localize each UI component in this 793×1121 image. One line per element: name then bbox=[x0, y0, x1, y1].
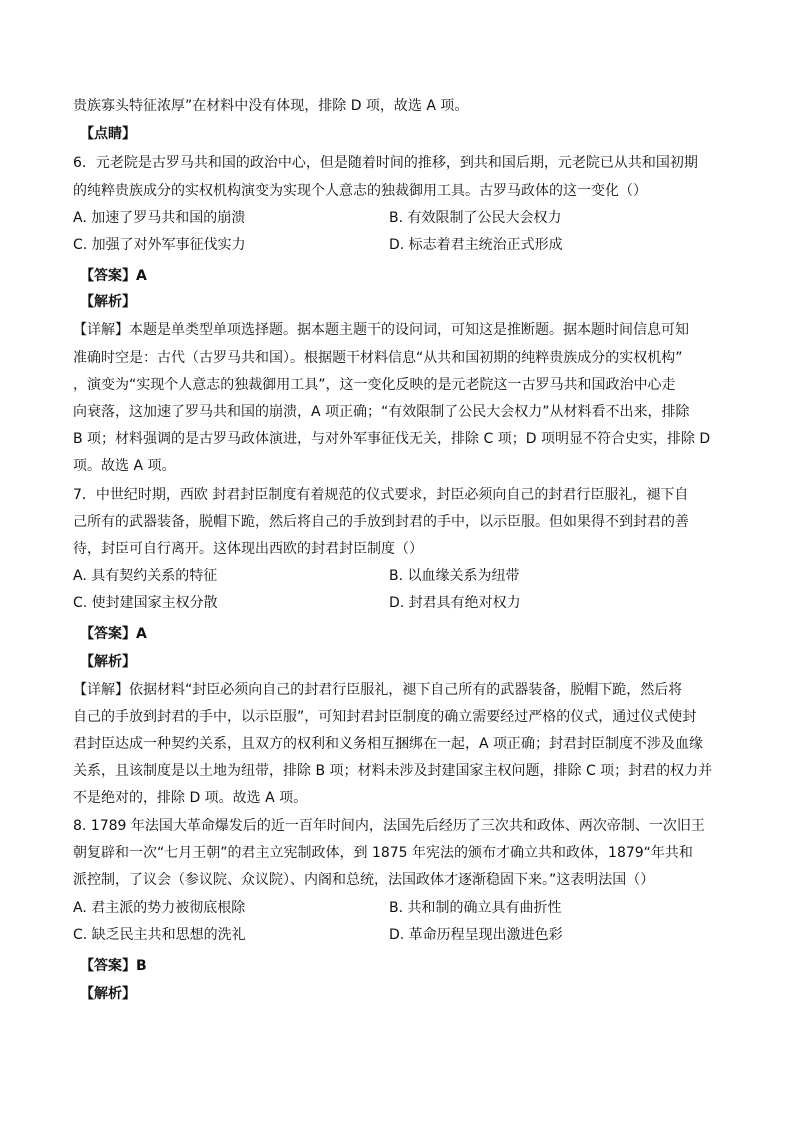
q7-option-b: B. 以血缘关系为纽带 bbox=[389, 568, 520, 584]
text-line: 贵族寡头特征浓厚”在材料中没有体现，排除 D 项，故选 A 项。 bbox=[73, 98, 469, 114]
q8-answer: 【答案】B bbox=[80, 958, 147, 974]
q7-option-a: A. 具有契约关系的特征 bbox=[73, 568, 218, 584]
q7-stem-line: 己所有的武器装备，脱帽下跪，然后将自己的手放到封君的手中，以示臣服。但如果得不到封君的善 bbox=[73, 514, 689, 530]
q6-detail-line: 向衰落，这加速了罗马共和国的崩溃，A 项正确；“有效限制了公民大会权力”从材料看不出来，排除 bbox=[73, 404, 690, 420]
q6-jiexi-tag: 【解析】 bbox=[80, 294, 136, 310]
q7-detail-line: 君封臣达成一种契约关系，且双方的权利和义务相互捆绑在一起，A 项正确；封君封臣制度不涉及血缘 bbox=[73, 736, 704, 752]
q7-stem-line: 待，封臣可自行离开。这体现出西欧的封君封臣制度（） bbox=[73, 541, 423, 557]
q7-detail-line: 关系，且该制度是以土地为纽带，排除 B 项；材料未涉及封建国家主权问题，排除 C 项；封君的权力并 bbox=[73, 763, 713, 779]
q6-answer: 【答案】A bbox=[80, 268, 147, 284]
q8-stem-line: 朝复辟和一次“七月王朝”的君主立宪制政体，到 1875 年宪法的颁布才确立共和政体，1879“年共和 bbox=[73, 845, 693, 861]
q7-stem-line: 7．中世纪时期，西欧 封君封臣制度有着规范的仪式要求，封臣必须向自己的封君行臣服礼，褪下自 bbox=[73, 487, 689, 503]
dianjing-tag: 【点睛】 bbox=[80, 126, 136, 142]
q6-detail-line: 准确时空是：古代（古罗马共和国）。根据题干材料信息“从共和国初期的纯粹贵族成分的实权机构” bbox=[73, 350, 683, 366]
q6-option-b: B. 有效限制了公民大会权力 bbox=[389, 210, 562, 226]
q7-detail-line: 自己的手放到封君的手中，以示臣服”，可知封君封臣制度的确立需要经过严格的仪式，通过仪式使封 bbox=[73, 709, 697, 725]
q6-stem-line: 6．元老院是古罗马共和国的政治中心，但是随着时间的推移，到共和国后期，元老院已从共和国初期 bbox=[73, 155, 698, 171]
q7-option-c: C. 使封建国家主权分散 bbox=[73, 595, 218, 611]
q7-jiexi-tag: 【解析】 bbox=[80, 654, 136, 670]
q6-stem-line: 的纯粹贵族成分的实权机构演变为实现个人意志的独裁御用工具。古罗马政体的这一变化（） bbox=[73, 183, 647, 199]
q8-option-c: C. 缺乏民主共和思想的洗礼 bbox=[73, 927, 246, 943]
q8-option-d: D. 革命历程呈现出激进色彩 bbox=[389, 927, 563, 943]
q6-detail-line: B 项；材料强调的是古罗马政体演进，与对外军事征伐无关，排除 C 项；D 项明显不符合史实，排除 D bbox=[73, 431, 711, 447]
q6-option-a: A. 加速了罗马共和国的崩溃 bbox=[73, 210, 246, 226]
q8-option-a: A. 君主派的势力被彻底根除 bbox=[73, 900, 246, 916]
q8-jiexi-tag: 【解析】 bbox=[80, 986, 136, 1002]
q6-detail-line: 【详解】本题是单类型单项选择题。据本题主题干的设问词，可知这是推断题。据本题时间信息可知 bbox=[73, 322, 689, 338]
q8-stem-line: 派控制，了议会（参议院、众议院）、内阁和总统，法国政体才逐渐稳固下来。”这表明法国（） bbox=[73, 872, 655, 888]
q6-option-c: C. 加强了对外军事征伐实力 bbox=[73, 237, 246, 253]
q6-detail-line: 项。故选 A 项。 bbox=[73, 458, 176, 474]
q6-detail-line: ，演变为“实现个人意志的独裁御用工具”，这一变化反映的是元老院这一古罗马共和国政治中心走 bbox=[73, 377, 676, 393]
q7-answer: 【答案】A bbox=[80, 626, 147, 642]
q7-detail-line: 【详解】依据材料“封臣必须向自己的封君行臣服礼，褪下自己所有的武器装备，脱帽下跪，然后将 bbox=[73, 682, 683, 698]
q6-option-d: D. 标志着君主统治正式形成 bbox=[389, 237, 563, 253]
q8-stem-line: 8. 1789 年法国大革命爆发后的近一百年时间内，法国先后经历了三次共和政体、两次帝制、一次旧王 bbox=[73, 818, 705, 834]
q7-option-d: D. 封君具有绝对权力 bbox=[389, 595, 521, 611]
q8-option-b: B. 共和制的确立具有曲折性 bbox=[389, 900, 562, 916]
q7-detail-line: 不是绝对的，排除 D 项。故选 A 项。 bbox=[73, 790, 308, 806]
